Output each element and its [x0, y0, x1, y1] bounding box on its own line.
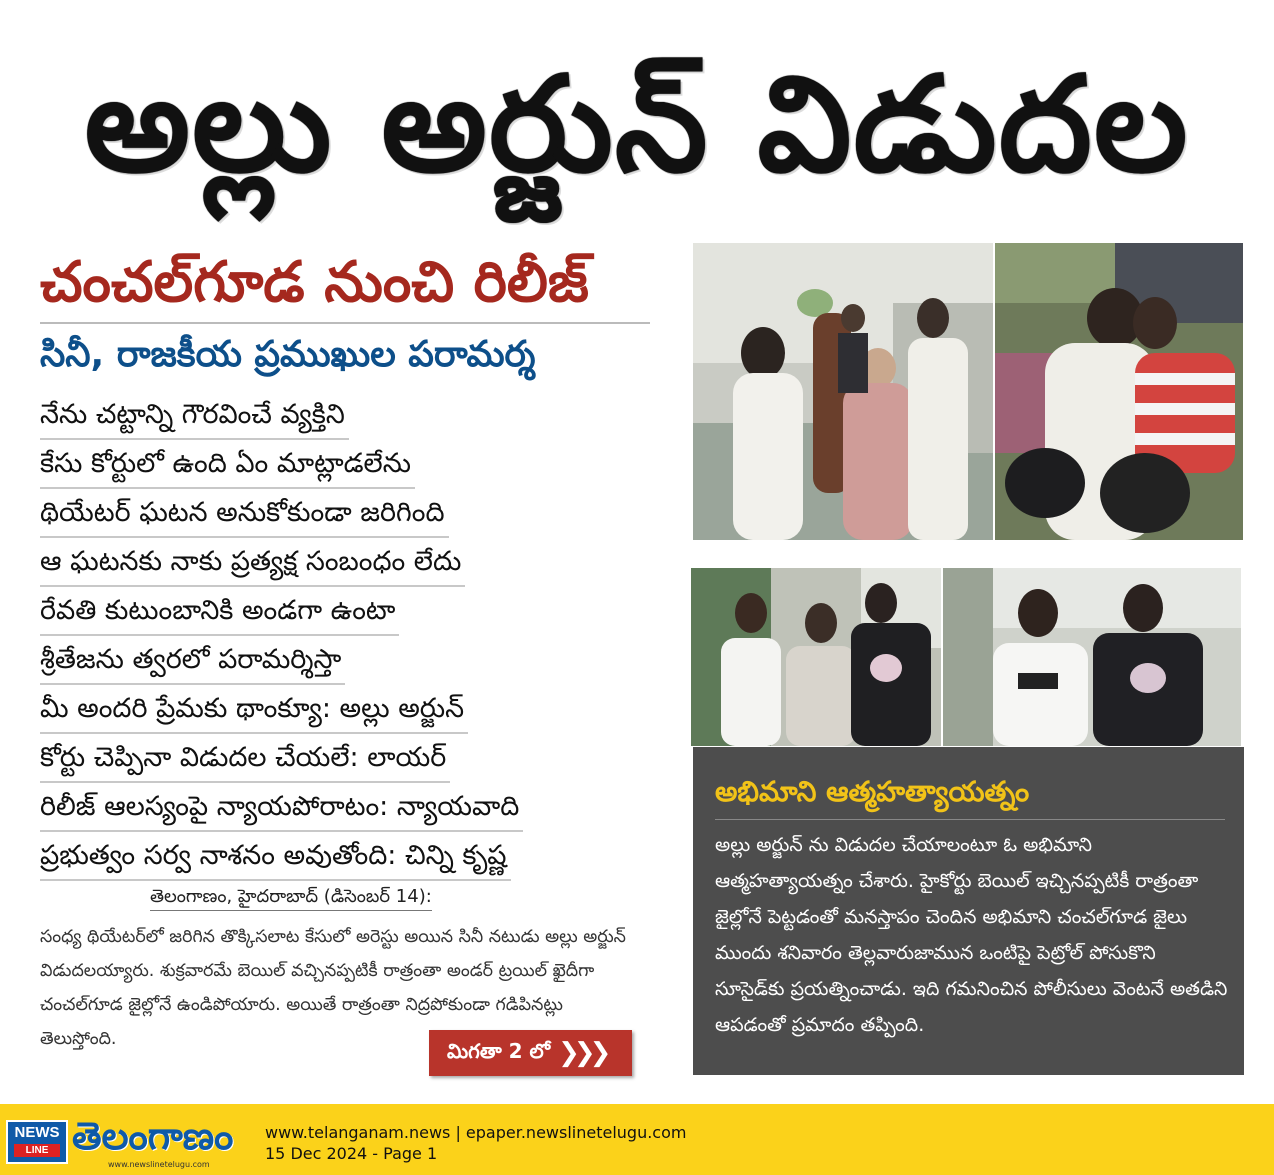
key-point: ఆ ఘటనకు నాకు ప్రత్యక్ష సంబంధం లేదు — [40, 539, 640, 588]
key-point: మీ అందరి ప్రేమకు థాంక్యూ: అల్లు అర్జున్ — [40, 686, 640, 735]
newsline-logo[interactable]: NEWS LINE — [6, 1120, 68, 1164]
continued-label: మిగతా 2 లో — [447, 1038, 551, 1063]
chevrons-right-icon: ❯❯❯ — [558, 1038, 606, 1068]
key-point: రిలీజ్ ఆలస్యంపై న్యాయపోరాటం: న్యాయవాది — [40, 784, 640, 833]
dateline: తెలంగాణం, హైదరాబాద్ (డిసెంబర్ 14): — [150, 884, 432, 911]
photo-actors-pair — [943, 568, 1241, 746]
subheadline-red: చంచల్‌గూడ నుంచి రిలీజ్ — [40, 248, 650, 324]
key-point: ప్రభుత్వం సర్వ నాశనం అవుతోంది: చిన్ని కృష్ణ — [40, 833, 640, 882]
footer-links[interactable]: www.telanganam.news | epaper.newslinetelugu.com — [265, 1123, 687, 1142]
telanganam-logo[interactable]: తెలంగాణం — [72, 1114, 234, 1158]
sidebar-story — [693, 747, 1244, 1075]
key-point: నేను చట్టాన్ని గౌరవించే వ్యక్తిని — [40, 392, 640, 441]
subheadline-blue: సినీ, రాజకీయ ప్రముఖుల పరామర్శ — [40, 334, 536, 375]
photo-family-greeting — [693, 243, 993, 540]
logo-url: www.newslinetelugu.com — [108, 1160, 210, 1169]
key-point: కోర్టు చెప్పినా విడుదల చేయలే: లాయర్ — [40, 735, 640, 784]
article-body: సంధ్య థియేటర్‌లో జరిగిన తొక్కిసలాట కేసులో అరెస్టు అయిన సినీ నటుడు అల్లు అర్జున్ విడుదలయ్యారు. శుక్రవారమే బెయిల్ వచ్చినప్పటికీ రాత్రంతా అండర్ ట్రయిల్ ఖైదీగా చంచల్‌గూడ జైల్లోనే ఉండిపోయారు. అయితే రాత్రంతా నిద్రపోకుండా గడిపినట్లు తెలుస్తోంది. — [40, 927, 626, 1049]
footer-edition: 15 Dec 2024 - Page 1 — [265, 1144, 438, 1163]
footer — [0, 1104, 1274, 1175]
sidebar-title: అభిమాని ఆత్మహత్యాయత్నం — [715, 775, 1030, 808]
photo-embrace — [995, 243, 1243, 540]
photo-actors-group — [691, 568, 941, 746]
key-point: థియేటర్ ఘటన అనుకోకుండా జరిగింది — [40, 490, 640, 539]
sidebar-text: అల్లు అర్జున్ ను విడుదల చేయాలంటూ ఓ అభిమాని ఆత్మహత్యాయత్నం చేశారు. హైకోర్టు బెయిల్ ఇచ్చినప్పటికీ రాత్రంతా జైల్లోనే పెట్టడంతో మనస్తాపం చెందిన అభిమాని చంచల్‌గూడ జైలు ముందు శనివారం తెల్లవారుజామున ఒంటిపై పెట్రోల్ పోసుకొని సూసైడ్‌కు ప్రయత్నించాడు. ఇది గమనించిన పోలీసులు వెంటనే అతడిని ఆపడంతో ప్రమాదం తప్పింది. — [715, 834, 1228, 1036]
key-point: శ్రీతేజను త్వరలో పరామర్శిస్తా — [40, 637, 640, 686]
key-point: రేవతి కుటుంబానికి అండగా ఉంటా — [40, 588, 640, 637]
continued-on-page-button[interactable] — [429, 1030, 632, 1076]
sidebar-divider — [715, 819, 1225, 820]
key-point: కేసు కోర్టులో ఉంది ఏం మాట్లాడలేను — [40, 441, 640, 490]
headline: అల్లు అర్జున్ విడుదల — [84, 48, 1190, 202]
key-points-list — [40, 392, 640, 882]
